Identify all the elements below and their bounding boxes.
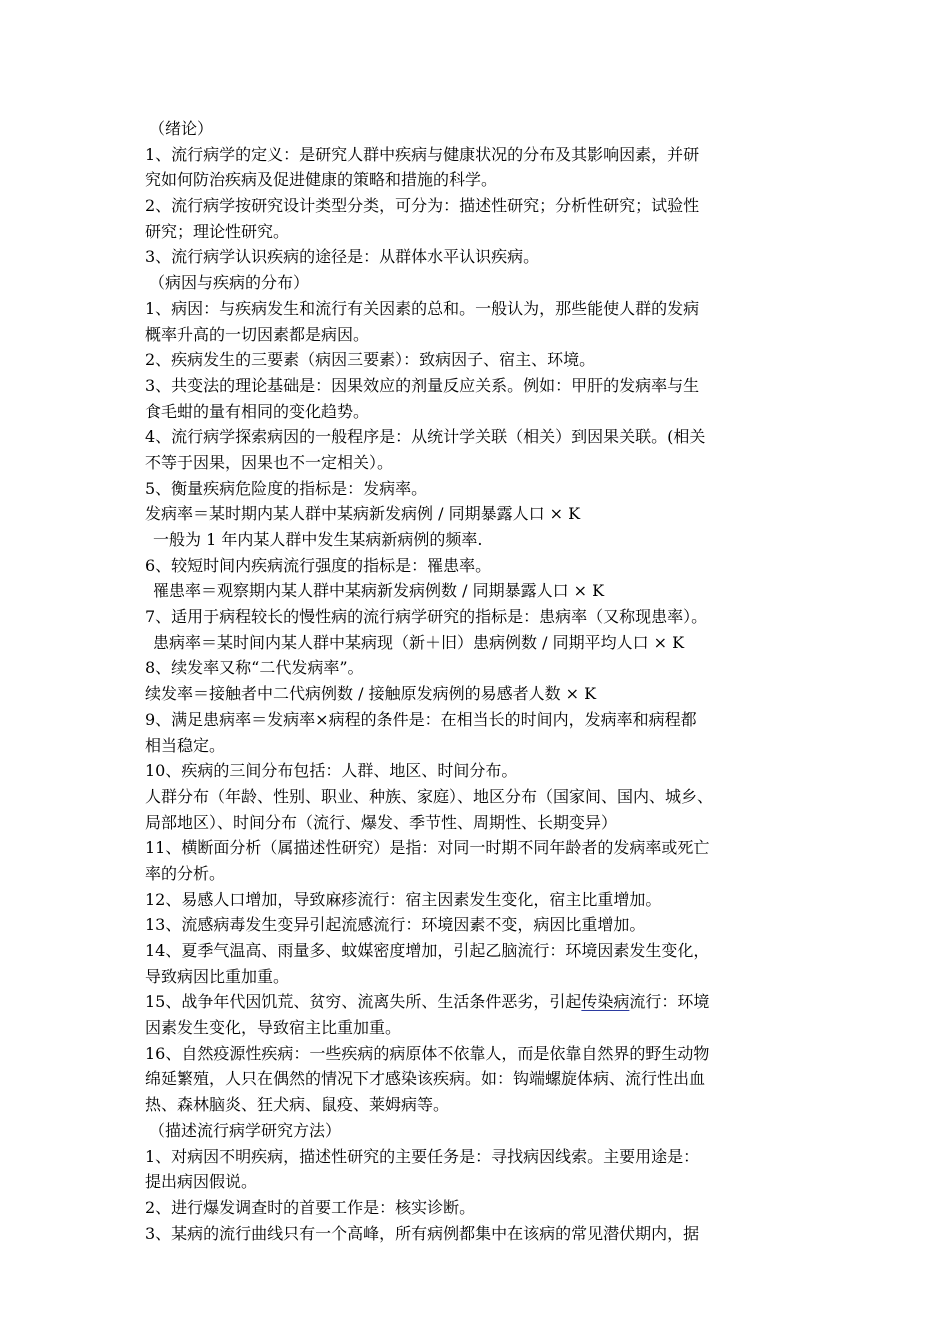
section-heading-etiology: （病因与疾病的分布）	[149, 273, 310, 293]
paragraph-line: 概率升高的一切因素都是病因。	[145, 324, 370, 344]
paragraph-line: 2、进行爆发调查时的首要工作是：核实诊断。	[145, 1197, 476, 1217]
paragraph-line: 热、森林脑炎、狂犬病、鼠疫、莱姆病等。	[145, 1095, 450, 1115]
paragraph-line: 率的分析。	[145, 863, 226, 883]
paragraph-line: 因素发生变化，导致宿主比重加重。	[145, 1018, 402, 1038]
section-heading-intro: （绪论）	[149, 119, 214, 138]
paragraph-line: 提出病因假说。	[145, 1172, 258, 1192]
paragraph-line: 局部地区）、时间分布（流行、爆发、季节性、周期性、长期变异）	[145, 812, 618, 832]
paragraph-line: 2、疾病发生的三要素（病因三要素）：致病因子、宿主、环境。	[145, 350, 596, 370]
paragraph-text: 15、战争年代因饥荒、贫穷、流离失所、生活条件恶劣，引起	[145, 992, 582, 1012]
formula-attack-rate: 罹患率＝观察期内某人群中某病新发病例数 / 同期暴露人口 × K	[153, 581, 605, 601]
paragraph-line: 8、续发率又称“二代发病率”。	[145, 658, 364, 678]
formula-secondary-attack-rate: 续发率＝接触者中二代病例数 / 接触原发病例的易感者人数 × K	[145, 684, 597, 704]
infectious-disease-link[interactable]: 传染病	[581, 992, 630, 1012]
paragraph-line: 7、适用于病程较长的慢性病的流行病学研究的指标是：患病率（又称现患率）。	[145, 607, 708, 627]
paragraph-line: 研究；理论性研究。	[145, 221, 290, 241]
paragraph-line: 5、衡量疾病危险度的指标是：发病率。	[145, 478, 428, 498]
paragraph-line: 3、共变法的理论基础是：因果效应的剂量反应关系。例如：甲肝的发病率与生	[145, 375, 700, 395]
paragraph-line: 食毛蚶的量有相同的变化趋势。	[145, 401, 370, 421]
paragraph-line: 绵延繁殖，人只在偶然的情况下才感染该疾病。如：钩端螺旋体病、流行性出血	[145, 1069, 706, 1089]
paragraph-line: 1、对病因不明疾病，描述性研究的主要任务是：寻找病因线索。主要用途是：	[145, 1146, 700, 1166]
paragraph-line: 9、满足患病率＝发病率×病程的条件是：在相当长的时间内，发病率和病程都	[145, 709, 697, 729]
paragraph-line: 11、横断面分析（属描述性研究）是指：对同一时期不同年龄者的发病率或死亡	[145, 838, 710, 858]
paragraph-line: 相当稳定。	[145, 735, 226, 755]
paragraph-line: 3、某病的流行曲线只有一个高峰，所有病例都集中在该病的常见潜伏期内，据	[145, 1223, 700, 1243]
paragraph-line: 12、易感人口增加，导致麻疹流行：宿主因素发生变化，宿主比重增加。	[145, 889, 662, 909]
paragraph-line: 3、流行病学认识疾病的途径是：从群体水平认识疾病。	[145, 247, 540, 267]
section-heading-descriptive: （描述流行病学研究方法）	[149, 1120, 342, 1140]
paragraph-line: 2、流行病学按研究设计类型分类，可分为：描述性研究；分析性研究；试验性	[145, 196, 700, 216]
paragraph-line: 4、流行病学探索病因的一般程序是：从统计学关联（相关）到因果关联。(相关	[145, 427, 706, 447]
paragraph-line: 1、流行病学的定义：是研究人群中疾病与健康状况的分布及其影响因素，并研	[145, 144, 700, 164]
paragraph-line: 16、自然疫源性疾病：一些疾病的病原体不依靠人，而是依靠自然界的野生动物	[145, 1043, 710, 1063]
paragraph-line: 究如何防治疾病及促进健康的策略和措施的科学。	[145, 170, 498, 190]
paragraph-line: 导致病因比重加重。	[145, 966, 290, 986]
paragraph-line-with-link	[145, 989, 810, 1015]
paragraph-text: 流行：环境	[629, 992, 710, 1012]
formula-prevalence: 患病率＝某时间内某人群中某病现（新＋旧）患病例数 / 同期平均人口 × K	[153, 632, 685, 652]
paragraph-line: 6、较短时间内疾病流行强度的指标是：罹患率。	[145, 555, 492, 575]
paragraph-line: 1、病因：与疾病发生和流行有关因素的总和。一般认为，那些能使人群的发病	[145, 298, 700, 318]
document-body	[145, 116, 810, 1246]
paragraph-line: 不等于因果，因果也不一定相关）。	[145, 452, 394, 472]
paragraph-line: 一般为 1 年内某人群中发生某病新病例的频率.	[153, 530, 483, 549]
paragraph-line: 14、夏季气温高、雨量多、蚊媒密度增加，引起乙脑流行：环境因素发生变化，	[145, 941, 710, 960]
paragraph-line: 10、疾病的三间分布包括：人群、地区、时间分布。	[145, 761, 518, 781]
paragraph-line: 13、流感病毒发生变异引起流感流行：环境因素不变，病因比重增加。	[145, 915, 646, 935]
paragraph-line: 人群分布（年龄、性别、职业、种族、家庭）、地区分布（国家间、国内、城乡、	[145, 786, 714, 806]
formula-incidence: 发病率＝某时期内某人群中某病新发病例 / 同期暴露人口 × K	[145, 504, 581, 524]
